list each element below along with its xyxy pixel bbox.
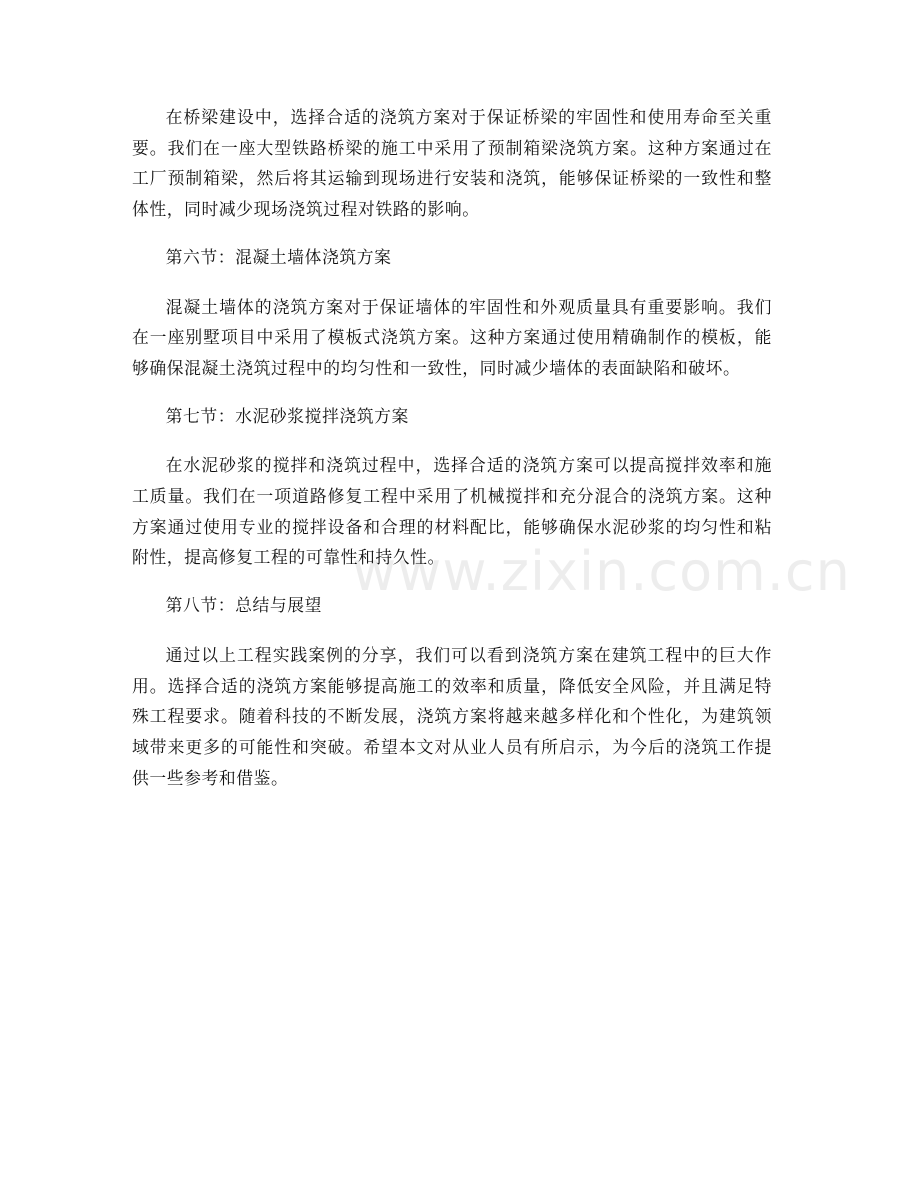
watermark: www.zixin.com.cn	[352, 540, 851, 603]
spacer	[132, 225, 772, 242]
paragraph-bridge: 在桥梁建设中，选择合适的浇筑方案对于保证桥梁的牢固性和使用寿命至关重要。我们在一座大型铁路桥梁的施工中采用了预制箱梁浇筑方案。这种方案通过在工厂预制箱梁，然后将其运输到现场进行安装和浇筑，能够保证桥梁的一致性和整体性，同时减少现场浇筑过程对铁路的影响。	[132, 107, 772, 220]
spacer	[132, 573, 772, 590]
spacer	[132, 273, 772, 292]
spacer	[132, 431, 772, 450]
paragraph-summary: 通过以上工程实践案例的分享，我们可以看到浇筑方案在建筑工程中的巨大作用。选择合适的浇筑方案能够提高施工的效率和质量，降低安全风险，并且满足特殊工程要求。随着科技的不断发展，浇筑方案将越来越多样化和个性化，为建筑领域带来更多的可能性和突破。希望本文对从业人员有所启示，为今后的浇筑工作提供一些参考和借鉴。	[132, 644, 772, 788]
spacer	[132, 384, 772, 401]
paragraph-cement-mortar: 在水泥砂浆的搅拌和浇筑过程中，选择合适的浇筑方案可以提高搅拌效率和施工质量。我们在一项道路修复工程中采用了机械搅拌和充分混合的浇筑方案。这种方案通过使用专业的搅拌设备和合理的材料配比，能够确保水泥砂浆的均匀性和粘附性，提高修复工程的可靠性和持久性。	[132, 455, 772, 568]
document-body	[132, 102, 772, 793]
section-heading-8: 第八节：总结与展望	[165, 595, 323, 616]
paragraph-concrete-wall: 混凝土墙体的浇筑方案对于保证墙体的牢固性和外观质量具有重要影响。我们在一座别墅项目中采用了模板式浇筑方案。这种方案通过使用精确制作的模板，能够确保混凝土浇筑过程中的均匀性和一致性，同时减少墙体的表面缺陷和破坏。	[132, 296, 772, 378]
spacer	[132, 621, 772, 640]
section-heading-7: 第七节：水泥砂浆搅拌浇筑方案	[165, 405, 409, 426]
section-heading-6: 第六节：混凝土墙体浇筑方案	[165, 246, 392, 267]
